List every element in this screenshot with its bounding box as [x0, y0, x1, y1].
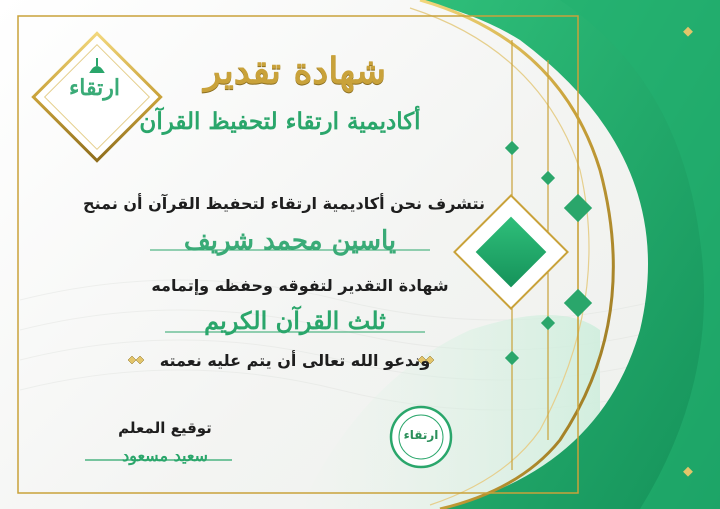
reason-text: شهادة التقدير لتفوقه وحفظه وإتمامه	[151, 276, 449, 295]
logo-text: ارتقاء	[68, 75, 120, 101]
signature-label: توقيع المعلم	[118, 419, 212, 437]
teacher-name: سعيد مسعود	[122, 446, 208, 465]
intro-text: نتشرف نحن أكاديمية ارتقاء لتحفيظ القرآن أن نمنح	[83, 194, 485, 213]
seal-text: ارتقاء	[403, 428, 439, 442]
recipient-name: ياسين محمد شريف	[183, 226, 397, 256]
certificate-title: شهادة تقدير	[203, 50, 387, 92]
prayer-text: وندعو الله تعالى أن يتم عليه نعمته	[159, 351, 431, 370]
achievement-text: ثلث القرآن الكريم	[204, 306, 386, 335]
academy-name: أكاديمية ارتقاء لتحفيظ القرآن	[139, 108, 421, 135]
